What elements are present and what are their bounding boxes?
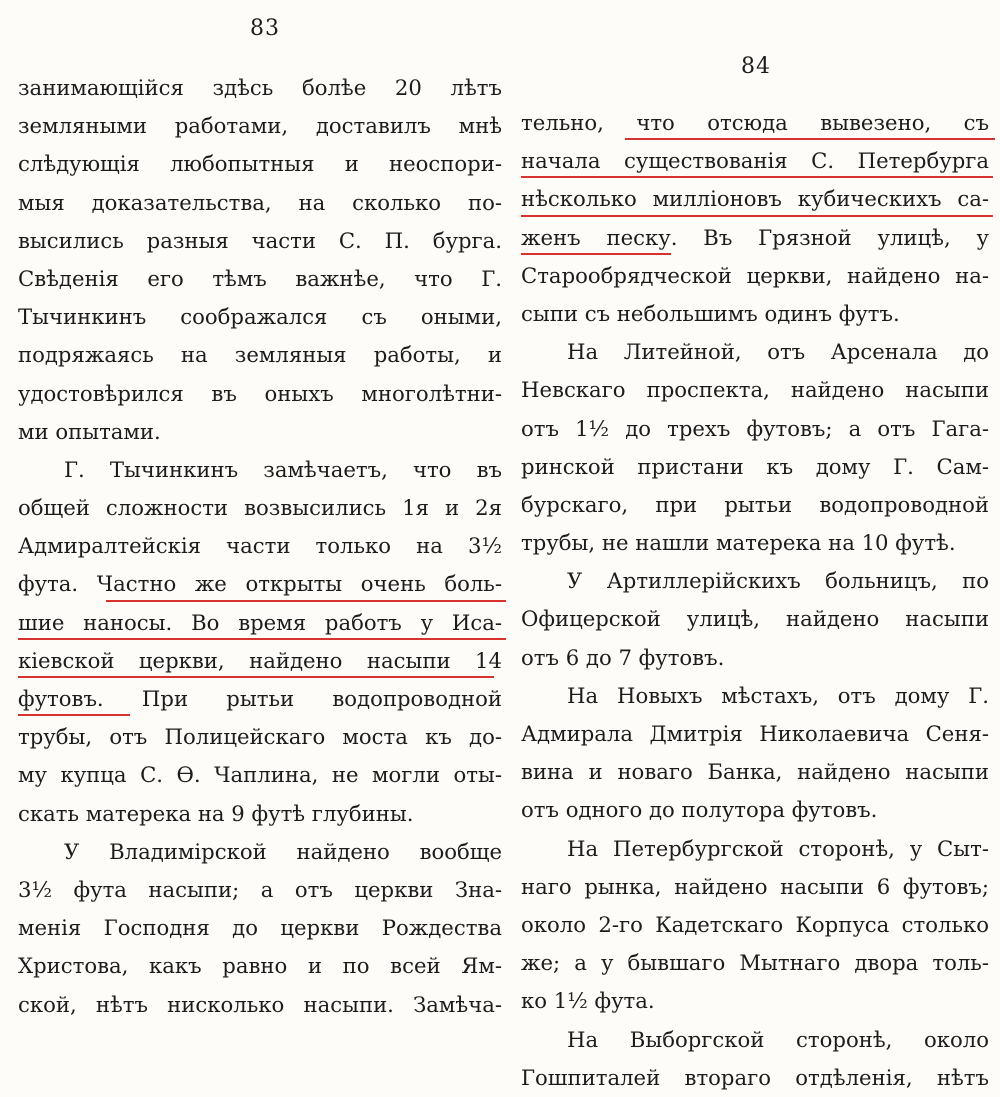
text-line: трубы, отъ Полицейскаго моста къ до- [18,724,502,750]
text-line: На Новыхъ мѣстахъ, отъ дому Г. [567,682,989,708]
text-line: Свѣденія его тѣмъ важнѣе, что Г. [18,265,502,291]
text-line: ко 1½ фута. [521,988,655,1014]
text-line: Невскаго проспекта, найдено насыпи [521,377,989,403]
text-line: около 2-го Кадетскаго Корпуса столько [521,911,989,937]
text-line: ринской пристани къ дому Г. Сам- [521,453,989,479]
text-line: трубы, не нашли матерека на 10 футѣ. [521,530,956,556]
text-line: На Петербургской сторонѣ, у Сыт- [567,835,989,861]
text-line: удостовѣрился въ оныхъ многолѣтни- [18,380,502,406]
text-line: Гошпиталей втораго отдѣленія, нѣтъ [521,1064,989,1090]
text-line: Адмиралтейскія части только на 3½ [18,533,502,559]
underlined-line: фута. Частно же открыты очень боль- [18,565,502,603]
text-line: вина и новаго Банка, найдено насыпи [521,759,989,785]
text-line: сыпи съ небольшимъ одинъ футъ. [521,300,900,326]
underlined-line: шие наносы. Во время работъ у Иса- [18,604,502,642]
text-line: мыя доказательства, на сколько по- [18,189,502,215]
text-line: ской, нѣтъ нисколько насыпи. Замѣча- [18,991,502,1017]
text-column [18,69,502,1024]
right-page [521,0,989,1090]
underlined-line: кіевской церкви, найдено насыпи 14 [18,642,502,680]
text-line: скать матерека на 9 футѣ глубины. [18,800,414,826]
text-line: Старообрядческой церкви, найдено на- [521,262,989,288]
text-line: подряжаясь на земляныя работы, и [18,342,502,368]
text-line: Офицерской улицѣ, найдено насыпи [521,606,989,632]
underlined-line: женъ песку. Въ Грязной улицѣ, у [521,219,989,257]
left-page [18,0,502,1017]
text-line: же; а у бывшаго Мытнаго двора толь- [521,950,989,976]
text-line: земляными работами, доставилъ мнѣ [18,113,502,139]
text-line: На Литейной, отъ Арсенала до [567,339,989,365]
underlined-line: тельно, что отсюда вывезено, съ [521,104,989,142]
underlined-line: футовъ. При рытьи водопроводной [18,680,502,718]
text-line: общей сложности возвысились 1я и 2я [18,495,502,521]
text-line: У Владимірской найдено вообще [64,838,502,864]
text-line: менія Господня до церкви Рождества [18,915,502,941]
text-line: 3½ фута насыпи; а отъ церкви Зна- [18,876,502,902]
text-line: У Артиллерійскихъ больницъ, по [567,568,989,594]
underlined-line: нѣсколько милліоновъ кубическихъ са- [521,180,989,218]
page-number: 83 [250,16,280,41]
page-number: 84 [741,54,771,79]
text-line: Адмирала Дмитрія Николаевича Сеня- [521,721,989,746]
text-line: отъ одного до полутора футовъ. [521,797,878,823]
text-line: Тычинкинъ соображался съ оными, [18,304,502,330]
text-line: Христова, какъ равно и по всей Ям- [18,953,502,979]
text-line: На Выборгской сторонѣ, около [567,1026,989,1052]
text-line: отъ 6 до 7 футовъ. [521,644,725,670]
text-line: отъ 1½ до трехъ футовъ; а отъ Гага- [521,415,989,441]
underlined-line: начала существованія С. Петербурга [521,142,989,180]
text-line: ми опытами. [18,418,161,444]
text-line: наго рынка, найдено насыпи 6 футовъ; [521,873,989,899]
text-line: му купца С. Ѳ. Чаплина, не могли оты- [18,762,502,788]
text-line: Г. Тычинкинъ замѣчаетъ, что въ [64,456,502,482]
text-column [521,104,989,1097]
text-line: высились разныя части С. П. бурга. [18,227,502,253]
text-line: занимающійся здѣсь болѣе 20 лѣтъ [18,75,502,100]
text-line: бурскаго, при рытьи водопроводной [521,491,989,517]
text-line: слѣдующія любопытныя и неоспори- [18,151,502,177]
